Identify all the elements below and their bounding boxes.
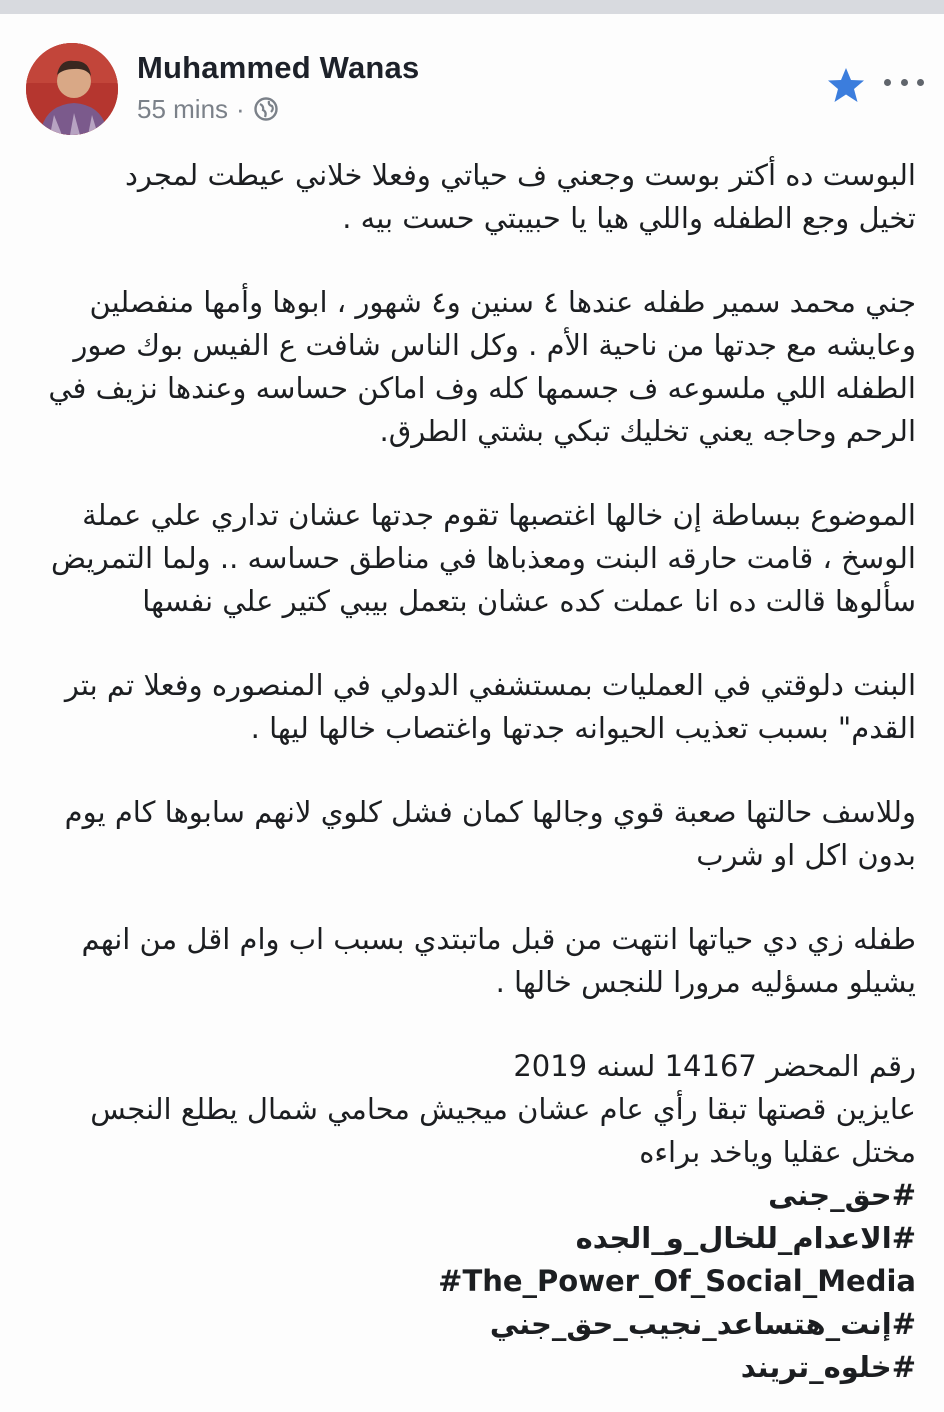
hashtag-link[interactable]: #الاعدام_للخال_و_الجده xyxy=(575,1221,916,1255)
post-header xyxy=(0,14,944,144)
post-line: تخيل وجع الطفله واللي هيا يا حبيبتي حست بيه . xyxy=(342,201,916,235)
post-line: يشيلو مسؤليه مرورا للنجس خالها . xyxy=(495,965,916,999)
star-icon[interactable] xyxy=(826,66,866,104)
post-line: الرحم وحاجه يعني تخليك تبكي بشتي الطرق. xyxy=(379,414,916,448)
post-line: سألوها قالت ده انا عملت كده عشان بتعمل بيبي كتير علي نفسها xyxy=(142,584,916,618)
post-line: وعايشه مع جدتها من ناحية الأم . وكل الناس شافت ع الفيس بوك صور xyxy=(73,328,916,362)
more-dot xyxy=(901,79,908,86)
post-body xyxy=(16,154,916,1389)
post-paragraph xyxy=(16,664,916,750)
post-line: جني محمد سمير طفله عندها ٤ سنين و٤ شهور ، ابوها وأمها منفصلين xyxy=(89,285,916,319)
post-paragraph xyxy=(16,791,916,877)
post-paragraph xyxy=(16,494,916,623)
hashtag-link[interactable]: #خلوه_تريند xyxy=(740,1350,916,1384)
report-number-line: رقم المحضر 14167 لسنه 2019 xyxy=(513,1049,916,1083)
author-name[interactable]: Muhammed Wanas xyxy=(137,50,420,85)
post-line: البوست ده أكتر بوست وجعني ف حياتي وفعلا خلاني عيطت لمجرد xyxy=(125,158,916,192)
post-line: الطفله اللي ملسوعه ف جسمها كله وف اماكن حساسه وعندها نزيف في xyxy=(48,371,916,405)
hashtag-link[interactable]: #The_Power_Of_Social_Media xyxy=(438,1264,916,1298)
post-paragraph xyxy=(16,281,916,453)
meta-separator: · xyxy=(236,93,245,124)
post-line: الموضوع ببساطة إن خالها اغتصبها تقوم جدتها عشان تداري علي عملة xyxy=(82,498,916,532)
facebook-post xyxy=(0,14,944,1412)
more-dot xyxy=(884,79,891,86)
hashtag-list xyxy=(16,1174,916,1389)
avatar-photo xyxy=(26,43,118,135)
post-line: البنت دلوقتي في العمليات بمستشفي الدولي في المنصوره وفعلا تم بتر xyxy=(64,668,916,702)
hashtag-link[interactable]: #حق_جنى xyxy=(768,1178,916,1212)
avatar[interactable] xyxy=(26,43,118,135)
more-dot xyxy=(917,79,924,86)
post-line: الوسخ ، قامت حارقه البنت ومعذباها في مناطق حساسه .. ولما التمريض xyxy=(51,541,916,575)
post-paragraph xyxy=(16,918,916,1004)
post-line: بدون اكل او شرب xyxy=(696,838,916,872)
more-options-icon[interactable] xyxy=(884,64,924,100)
post-line: عايزين قصتها تبقا رأي عام عشان ميجيش محامي شمال يطلع النجس xyxy=(90,1092,916,1126)
post-paragraph xyxy=(16,154,916,240)
post-meta xyxy=(137,92,279,126)
hashtag-link[interactable]: #إنت_هتساعد_نجيب_حق_جني xyxy=(489,1307,916,1341)
browser-top-bar xyxy=(0,0,944,14)
post-paragraph xyxy=(16,1045,916,1174)
post-line: طفله زي دي حياتها انتهت من قبل ماتبتدي بسبب اب وام اقل من انهم xyxy=(81,922,916,956)
post-line: القدم" بسبب تعذيب الحيوانه جدتها واغتصاب خالها ليها . xyxy=(250,711,916,745)
globe-icon[interactable] xyxy=(253,96,279,122)
post-line: وللاسف حالتها صعبة قوي وجالها كمان فشل كلوي لانهم سابوها كام يوم xyxy=(64,795,916,829)
post-timestamp[interactable]: 55 mins xyxy=(137,93,229,124)
post-line: مختل عقليا وياخد براءه xyxy=(639,1135,916,1169)
